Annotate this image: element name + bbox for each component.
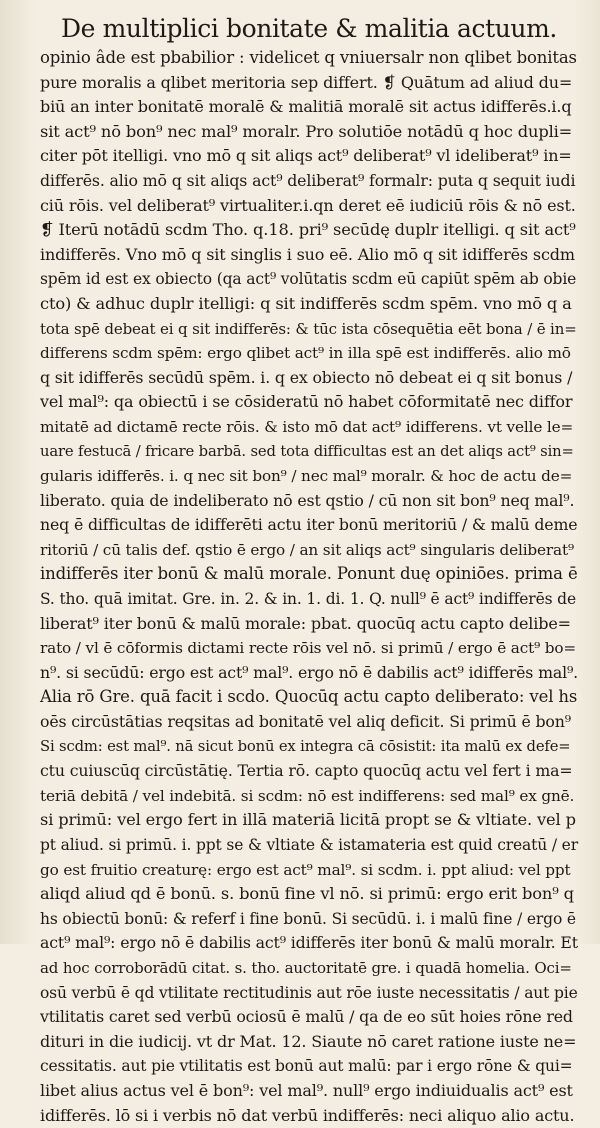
text-line: S. tho. quā imitat. Gre. in. 2. & in. 1. di. 1. Q. null⁹ ē act⁹ indifferēs de (40, 590, 576, 609)
text-line: ❡ Iterū notādū scdm Tho. q.18. pri⁹ secūdę duplr itelligi. q sit act⁹ (40, 220, 576, 240)
text-line: uare festucā / fricare barbā. sed tota difficultas est an det aliqs act⁹ sin= (40, 442, 574, 460)
text-line: tota spē debeat ei q sit indifferēs: & tūc ista cōsequētia eēt bona / ē in= (40, 319, 577, 338)
text-line: ad hoc corroborādū citat. s. tho. auctoritatē gre. i quadā homelia. Oci= (40, 958, 572, 977)
text-line: liberato. quia de indeliberato nō est qstio / cū non sit bon⁹ neq mal⁹. (40, 490, 575, 510)
text-line: dituri in die iudicij. vt dr Mat. 12. Siaute nō caret ratione iuste ne= (40, 1031, 577, 1051)
text-line: sit act⁹ nō bon⁹ nec mal⁹ moralr. Pro solutiōe notādū q hoc dupli= (40, 121, 573, 141)
text-line: opinio âde est pbabilior : videlicet q vniuersalr non qlibet bonitas (40, 48, 577, 67)
text-line: act⁹ mal⁹: ergo nō ē dabilis act⁹ idifferēs iter bonū & malū moralr. Et (40, 933, 578, 953)
text-line: n⁹. si secūdū: ergo est act⁹ mal⁹. ergo nō ē dabilis act⁹ idifferēs mal⁹. (40, 662, 579, 682)
text-line: vel mal⁹: qa obiectū i se cōsideratū nō habet cōformitatē nec diffor (40, 392, 573, 412)
text-line: idifferēs. lō si i verbis nō dat verbū indifferēs: neci aliquo alio actu. (40, 1105, 575, 1125)
text-line: cessitatis. aut pie vtilitatis est bonū aut malū: par i ergo rōne & qui= (40, 1057, 573, 1076)
text-line: vtilitatis caret sed verbū ociosū ē malū / qa de eo sūt hoies rōne red (40, 1007, 573, 1027)
text-line: neq ē difficultas de idifferēti actu iter bonū meritoriū / & malū deme (40, 515, 578, 535)
text-line: rato / vl ē cōformis dictami recte rōis vel nō. si primū / ergo ē act⁹ bo= (40, 639, 577, 658)
text-line: si primū: vel ergo fert in illā materiā licitā propt se & vltiate. vel p (40, 810, 576, 830)
text-line: go est fruitio creaturę: ergo est act⁹ mal⁹. si scdm. i. ppt aliud: vel ppt (40, 860, 571, 879)
text-line: pt aliud. si primū. i. ppt se & vltiate & istamateria est quid creatū / er (40, 836, 578, 854)
text-line: hs obiectū bonū: & referf i fine bonū. Si secūdū. i. i malū fine / ergo ē (40, 909, 576, 928)
text-line: Si scdm: est mal⁹. nā sicut bonū ex integra cā cōsistit: ita malū ex defe= (40, 737, 571, 755)
body-text (40, 46, 578, 1128)
text-line: ciū rōis. vel deliberat⁹ virtualiter.i.qn deret eē iudiciū rōis & nō est. (40, 195, 576, 215)
text-line: cto) & adhuc duplr itelligi: q sit indifferēs scdm spēm. vno mō q a (40, 293, 572, 313)
text-line: ritoriū / cū talis def. qstio ē ergo / an sit aliqs act⁹ singularis deliberat⁹ (40, 540, 574, 559)
text-line: indifferēs. Vno mō q sit singlis i suo eē. Alio mō q sit idifferēs scdm (40, 244, 575, 264)
text-line: aliqd aliud qd ē bonū. s. bonū fine vl nō. si primū: ergo erit bon⁹ q (40, 884, 574, 904)
text-line: differens scdm spēm: ergo qlibet act⁹ in illa spē est indifferēs. alio mō (40, 344, 571, 363)
text-line: teriā debitā / vel indebitā. si scdm: nō est indifferens: sed mal⁹ ex gnē. (40, 786, 575, 805)
text-line: liberat⁹ iter bonū & malū morale: pbat. quocūq actu capto delibe= (40, 613, 571, 633)
text-line: differēs. alio mō q sit aliqs act⁹ deliberat⁹ formalr: puta q sequit iudi (40, 170, 576, 190)
text-line: indifferēs iter bonū & malū morale. Ponunt duę opiniōes. prima ē (40, 564, 578, 584)
text-line: Alia rō Gre. quā facit i scdo. Quocūq actu capto deliberato: vel hs (40, 687, 578, 707)
text-line: q sit idifferēs secūdū spēm. i. q ex obiecto nō debeat ei q sit bonus / (40, 367, 573, 387)
text-line: biū an inter bonitatē moralē & malitiā moralē sit actus idifferēs.i.q (40, 97, 572, 117)
text-line: ctu cuiuscūq circūstātię. Tertia rō. capto quocūq actu vel fert i ma= (40, 761, 573, 781)
text-line: libet alius actus vel ē bon⁹: vel mal⁹. null⁹ ergo indiuidualis act⁹ est (40, 1080, 573, 1100)
text-line: gularis idifferēs. i. q nec sit bon⁹ / nec mal⁹ moralr. & hoc de actu de= (40, 467, 573, 486)
text-line: osū verbū ē qd vtilitate rectitudinis aut rōe iuste necessitatis / aut pie (40, 983, 578, 1002)
text-line: oēs circūstātias reqsitas ad bonitatē vel aliq deficit. Si primū ē bon⁹ (40, 712, 571, 732)
text-line: mitatē ad dictamē recte rōis. & isto mō dat act⁹ idifferens. vt velle le= (40, 417, 574, 436)
text-line: spēm id est ex obiecto (qa act⁹ volūtatis scdm eū capiūt spēm ab obie (40, 270, 577, 289)
text-line: citer pōt itelligi. vno mō q sit aliqs act⁹ deliberat⁹ vl ideliberat⁹ in= (40, 146, 572, 166)
text-line: pure moralis a qlibet meritoria sep differt. ❡ Quātum ad aliud du= (40, 72, 573, 92)
running-head: De multiplici bonitate & malitia actuum. (61, 14, 557, 43)
